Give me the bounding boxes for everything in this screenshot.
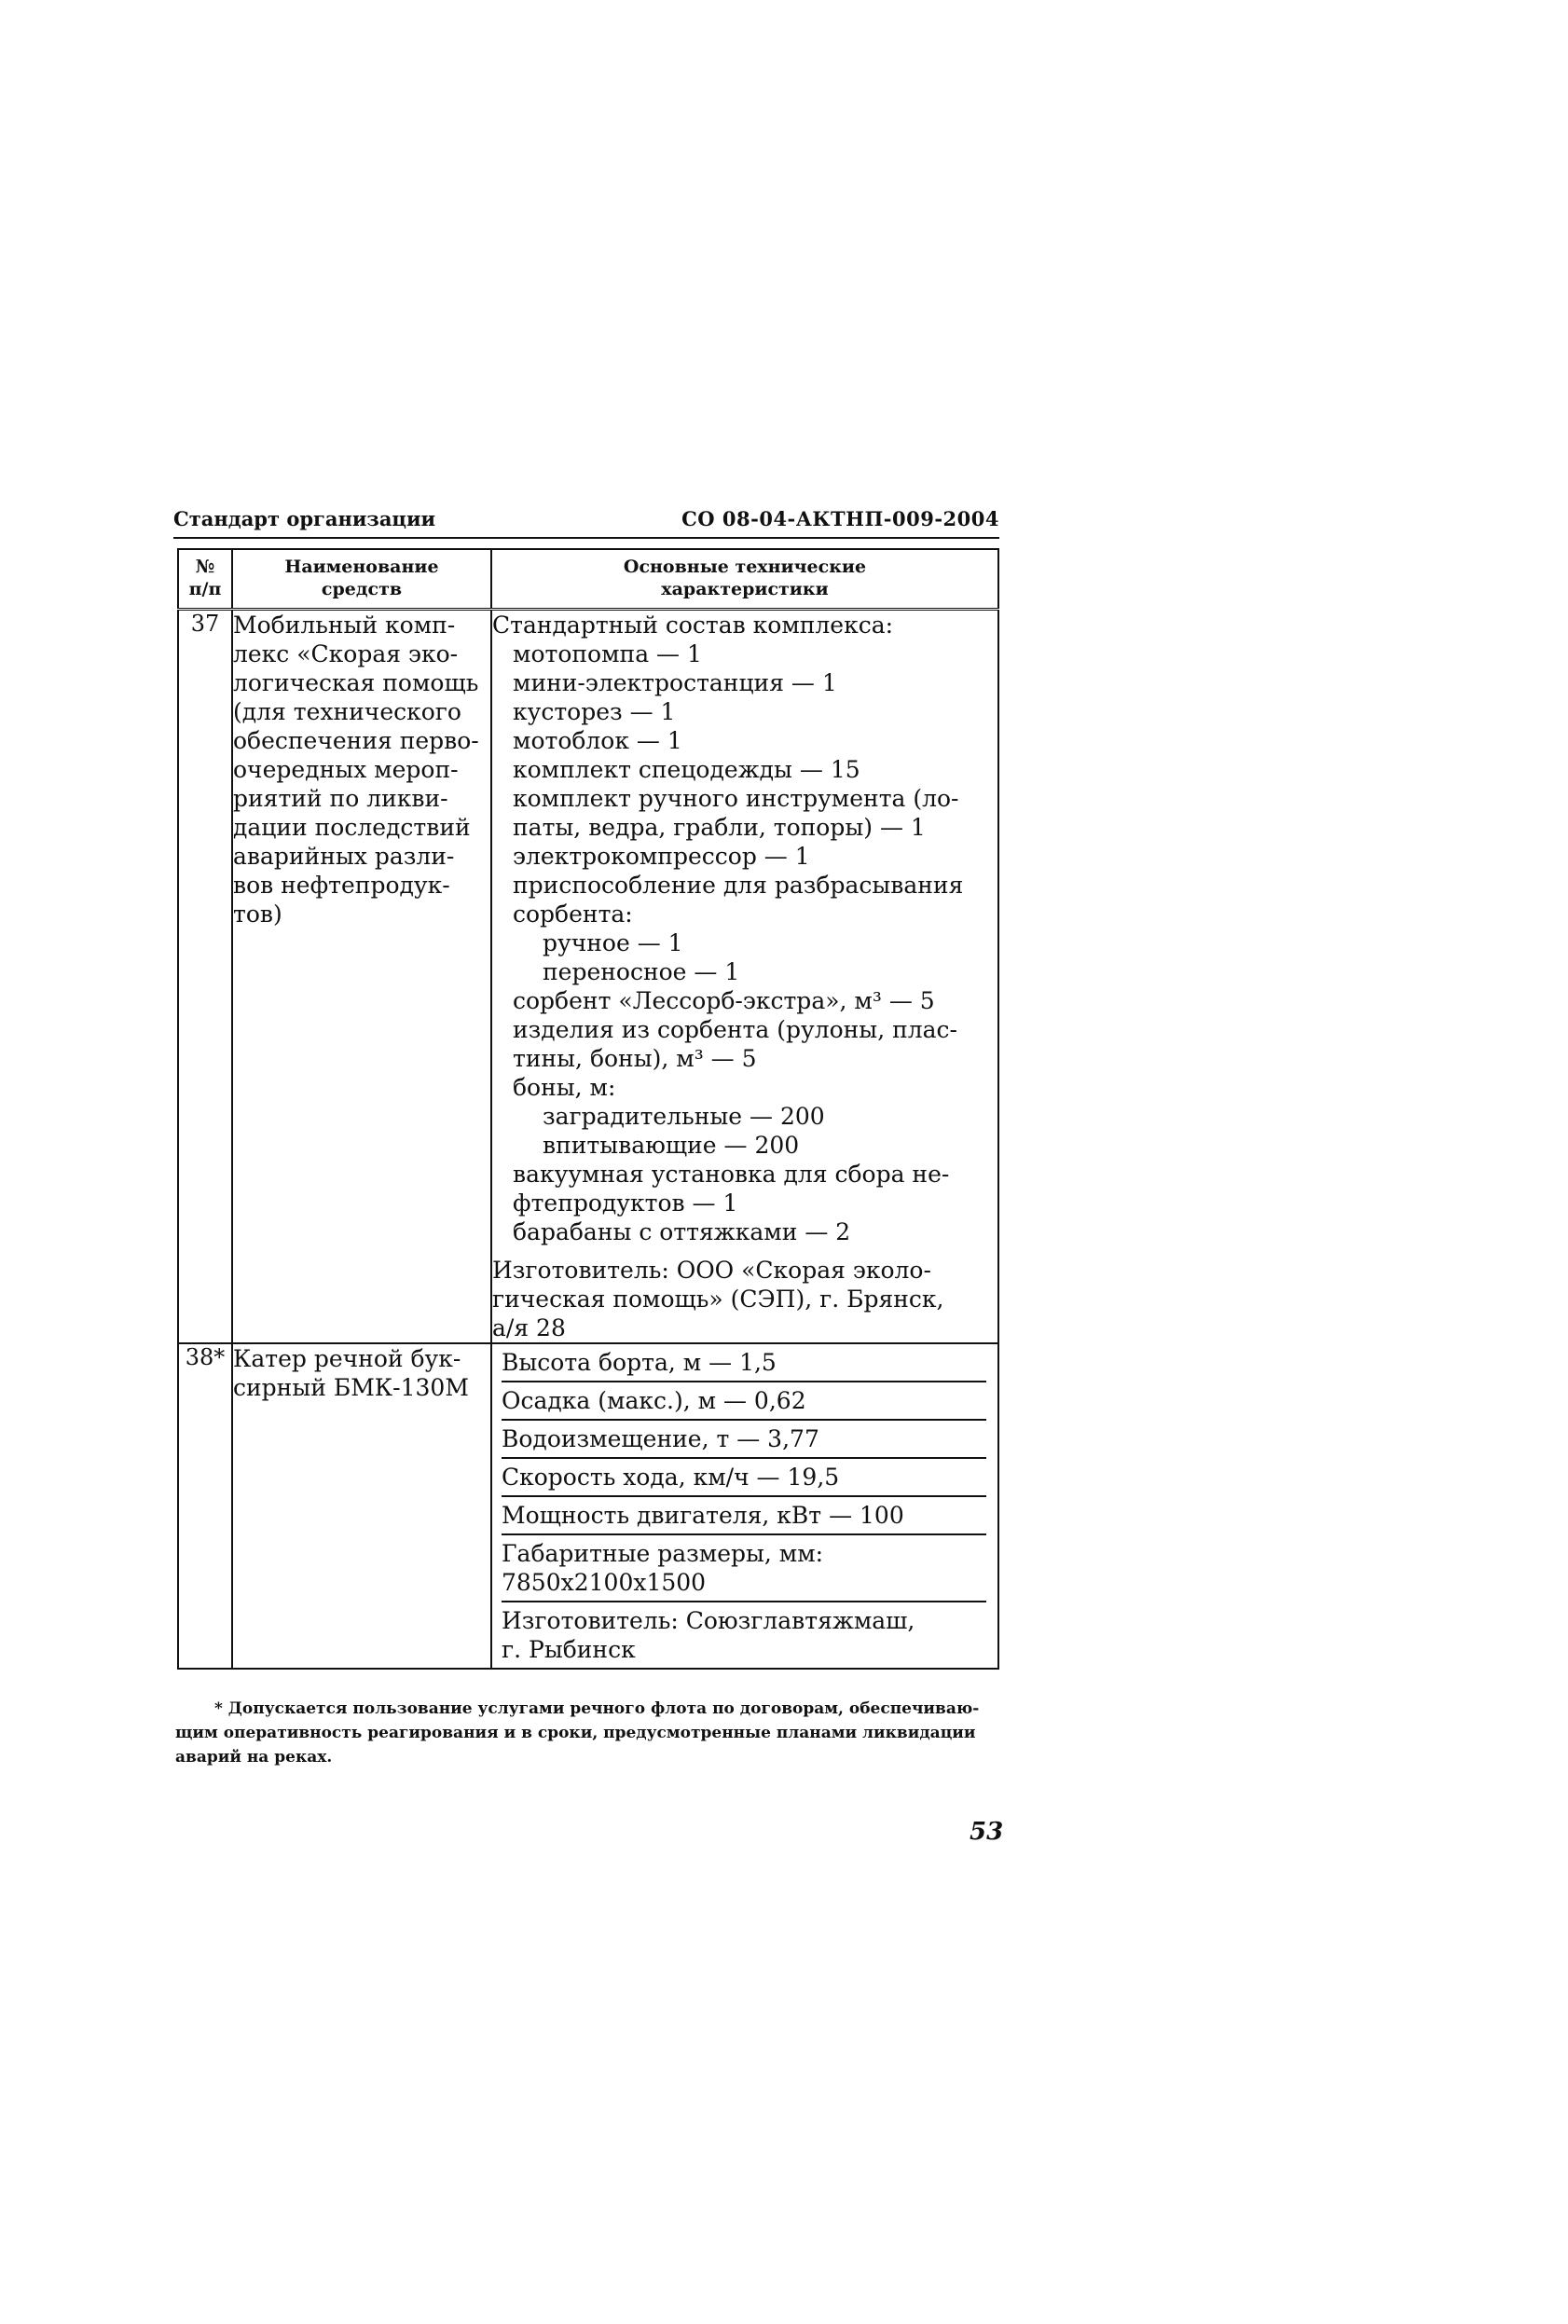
name-line: Катер речной бук- [233, 1345, 461, 1372]
spec-line: Мощность двигателя, кВт — 100 [502, 1502, 904, 1529]
name-line: логическая помощь [233, 669, 479, 696]
spec-line: вакуумная установка для сбора не- [513, 1161, 950, 1188]
header-name-line-1: Наименование [284, 557, 439, 577]
name-line: дации последствий [233, 814, 471, 841]
table-header-row [178, 549, 998, 610]
spec-line: кусторез — 1 [513, 698, 676, 725]
name-line: сирный БМК-130М [233, 1374, 469, 1401]
spec-line: паты, ведра, грабли, топоры) — 1 [513, 814, 926, 841]
spec-line: комплект ручного инструмента (ло- [513, 785, 959, 812]
header-number-line-2: п/п [188, 579, 222, 599]
header-specs-line-1: Основные технические [623, 557, 867, 577]
spec-line: Водоизмещение, т — 3,77 [502, 1425, 819, 1452]
header-specs [491, 549, 998, 610]
spec-line: сорбент «Лессорб-экстра», м³ — 5 [513, 987, 935, 1014]
spec-line: мотопомпа — 1 [513, 640, 702, 667]
header-document-code: СО 08-04-АКТНП-009-2004 [681, 507, 999, 530]
name-line: очередных мероп- [233, 756, 459, 783]
header-specs-line-2: характеристики [661, 579, 829, 599]
name-line: аварийных разли- [233, 843, 455, 870]
spec-line: Высота борта, м — 1,5 [502, 1349, 777, 1376]
row-name [232, 610, 491, 1344]
spec-line: сорбента: [513, 901, 633, 928]
spec-line: изделия из сорбента (рулоны, плас- [513, 1016, 957, 1043]
header-name-line-2: средств [321, 579, 403, 599]
spec-item [492, 1421, 997, 1457]
manufacturer-block [492, 1256, 997, 1342]
name-line: вов нефтепродук- [233, 872, 450, 899]
spec-list [492, 1344, 997, 1668]
spec-line: мотоблок — 1 [513, 727, 682, 754]
manufacturer-line: а/я 28 [492, 1314, 566, 1341]
footnote-line: аварий на реках. [175, 1748, 333, 1767]
spec-item [492, 1382, 997, 1419]
running-header [173, 503, 999, 537]
spec-line: комплект спецодежды — 15 [513, 756, 860, 783]
spec-line: ручное — 1 [543, 929, 683, 956]
spec-line: барабаны с оттяжками — 2 [513, 1218, 851, 1245]
name-line: обеспечения перво- [233, 727, 479, 754]
spec-line: тины, боны), м³ — 5 [513, 1045, 757, 1072]
spec-line: Габаритные размеры, мм: [502, 1540, 824, 1567]
row-number: 38* [178, 1343, 232, 1669]
spec-line: боны, м: [513, 1074, 616, 1101]
header-number [178, 549, 232, 610]
spec-line: переносное — 1 [543, 958, 740, 985]
table-row [178, 610, 998, 1344]
spec-line: Изготовитель: Союзглавтяжмаш, [502, 1607, 915, 1634]
name-line: лекс «Скорая эко- [233, 640, 459, 667]
spec-list [492, 639, 997, 1246]
manufacturer-line: гическая помощь» (СЭП), г. Брянск, [492, 1286, 944, 1313]
spec-line: приспособление для разбрасывания [513, 872, 964, 899]
spec-line: мини-электростанция — 1 [513, 669, 837, 696]
equipment-table [177, 548, 999, 1670]
spec-item [492, 1344, 997, 1381]
table-row [178, 1343, 998, 1669]
page-number: 53 [970, 1818, 1004, 1846]
name-line: (для технического [233, 698, 461, 725]
footnote-line: * Допускается пользование услугами речного флота по договорам, обеспечиваю- [214, 1699, 980, 1718]
row-name [232, 1343, 491, 1669]
spec-line: Осадка (макс.), м — 0,62 [502, 1387, 806, 1414]
spec-item [492, 1602, 997, 1668]
row-specs [491, 610, 998, 1344]
header-rule [173, 537, 999, 539]
spec-line: фтепродуктов — 1 [513, 1190, 738, 1217]
row-specs [491, 1343, 998, 1669]
manufacturer-line: Изготовитель: ООО «Скорая эколо- [492, 1257, 931, 1284]
row-number: 37 [178, 610, 232, 1344]
spec-line: впитывающие — 200 [543, 1132, 800, 1159]
spec-item [492, 1535, 997, 1601]
footnote [175, 1697, 1005, 1769]
spec-line: 7850x2100x1500 [502, 1569, 707, 1596]
header-name [232, 549, 491, 610]
name-line: риятий по ликви- [233, 785, 448, 812]
spec-title: Стандартный состав комплекса: [492, 612, 894, 639]
header-organization-standard: Стандарт организации [173, 507, 436, 530]
footnote-line: щим оперативность реагирования и в сроки, предусмотренные планами ликвидации [175, 1724, 976, 1742]
name-line: Мобильный комп- [233, 612, 456, 639]
spec-line: г. Рыбинск [502, 1636, 636, 1663]
name-line: тов) [233, 901, 282, 928]
spec-item [492, 1497, 997, 1533]
header-number-line-1: № [195, 557, 215, 577]
spec-item [492, 1459, 997, 1495]
spec-line: Скорость хода, км/ч — 19,5 [502, 1464, 840, 1491]
spec-line: электрокомпрессор — 1 [513, 843, 810, 870]
spec-line: заградительные — 200 [543, 1103, 825, 1130]
